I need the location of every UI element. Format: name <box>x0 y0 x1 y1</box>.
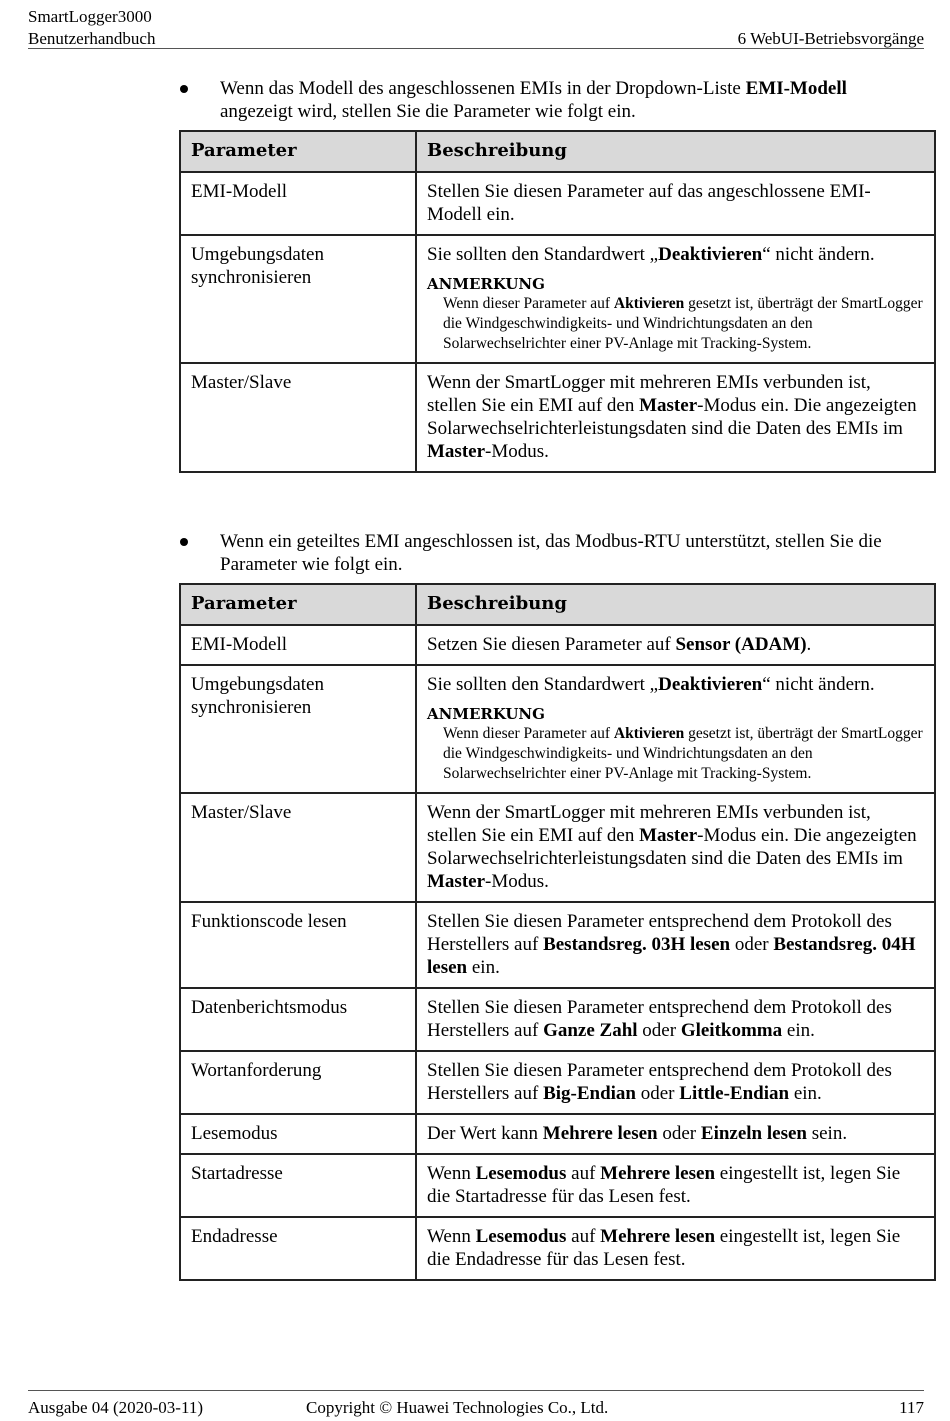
table-row <box>180 1051 935 1114</box>
parameter-cell: Master/Slave <box>180 793 416 902</box>
description-text: Stellen Sie diesen Parameter entsprechend dem Protokoll des Herstellers auf Ganze Zahl oder Gleitkomma ein. <box>427 997 892 1041</box>
description-text: Setzen Sie diesen Parameter auf Sensor (ADAM). <box>427 634 812 655</box>
parameter-cell: Umgebungsdaten synchronisieren <box>180 665 416 793</box>
header-manual: Benutzerhandbuch <box>28 29 156 48</box>
description-cell <box>416 1051 935 1114</box>
table-row <box>180 172 935 235</box>
footer-copyright: Copyright © Huawei Technologies Co., Ltd. <box>306 1398 609 1417</box>
table-row <box>180 1217 935 1280</box>
bold-text: Sensor (ADAM) <box>675 634 807 655</box>
description-text: Stellen Sie diesen Parameter entsprechend dem Protokoll des Herstellers auf Bestandsreg. 03H lesen oder Bestandsreg. 04H lesen ein. <box>427 911 916 978</box>
description-cell <box>416 1154 935 1217</box>
description-text: Wenn der SmartLogger mit mehreren EMIs verbunden ist, stellen Sie ein EMI auf den Master-Modus ein. Die angezeigten Solarwechselrichterleistungsdaten sind die Daten des EMIs im Master-Modus. <box>427 372 917 462</box>
table-row <box>180 1114 935 1154</box>
description-cell <box>416 235 935 363</box>
description-text: Sie sollten den Standardwert „Deaktivieren“ nicht ändern. <box>427 244 875 265</box>
description-cell <box>416 1217 935 1280</box>
description-text: Wenn Lesemodus auf Mehrere lesen eingestellt ist, legen Sie die Startadresse für das Lesen fest. <box>427 1163 901 1207</box>
description-text: Stellen Sie diesen Parameter auf das angeschlossene EMI-Modell ein. <box>427 181 871 225</box>
bold-text: Aktivieren <box>613 295 685 312</box>
column-header-description: Beschreibung <box>416 131 935 172</box>
description-cell <box>416 902 935 988</box>
page-header <box>28 6 924 49</box>
column-header-description: Beschreibung <box>416 584 935 625</box>
param-table-1 <box>179 130 936 473</box>
bold-text: Deaktivieren <box>658 674 763 695</box>
description-text: Stellen Sie diesen Parameter entsprechend dem Protokoll des Herstellers auf Big-Endian oder Little-Endian ein. <box>427 1060 892 1104</box>
table-row <box>180 793 935 902</box>
parameter-cell: Funktionscode lesen <box>180 902 416 988</box>
parameter-cell: Lesemodus <box>180 1114 416 1154</box>
bold-text: Aktivieren <box>613 725 685 742</box>
parameter-cell: Master/Slave <box>180 363 416 472</box>
description-cell <box>416 625 935 665</box>
bullet-text-1: Wenn das Modell des angeschlossenen EMIs in der Dropdown-Liste EMI-Modell angezeigt wird, stellen Sie die Parameter wie folgt ein. <box>220 78 847 122</box>
bold-text: Bestandsreg. 03H lesen <box>543 934 731 955</box>
bold-text: Mehrere lesen <box>542 1123 658 1144</box>
parameter-cell: Datenberichtsmodus <box>180 988 416 1051</box>
bold-text: Master <box>427 871 486 892</box>
table-row <box>180 902 935 988</box>
description-cell <box>416 988 935 1051</box>
bold-text: Master <box>427 441 486 462</box>
description-text: Der Wert kann Mehrere lesen oder Einzeln lesen sein. <box>427 1123 848 1144</box>
description-cell <box>416 793 935 902</box>
bold-text: Mehrere lesen <box>600 1226 716 1247</box>
header-product: SmartLogger3000 <box>28 7 152 26</box>
bold-text: Einzeln lesen <box>700 1123 807 1144</box>
description-cell <box>416 1114 935 1154</box>
bold-text: Big-Endian <box>543 1083 636 1104</box>
header-chapter: 6 WebUI-Betriebsvorgänge <box>737 29 924 48</box>
note-title: ANMERKUNG <box>427 275 545 293</box>
table-header-row <box>180 131 935 172</box>
table-row <box>180 1154 935 1217</box>
description-cell <box>416 363 935 472</box>
bullet-item-1 <box>180 77 920 123</box>
column-header-parameter: Parameter <box>180 131 416 172</box>
note-body: Wenn dieser Parameter auf Aktivieren gesetzt ist, überträgt der SmartLogger die Windgeschwindigkeits- und Windrichtungsdaten an den Solarwechselrichter einer PV-Anlage mit Tracking-System. <box>443 295 923 352</box>
page-footer <box>28 1390 924 1421</box>
bold-text: Mehrere lesen <box>600 1163 716 1184</box>
description-text: Sie sollten den Standardwert „Deaktivieren“ nicht ändern. <box>427 674 875 695</box>
parameter-cell: EMI-Modell <box>180 172 416 235</box>
bold-text: Gleitkomma <box>680 1020 783 1041</box>
table-row <box>180 625 935 665</box>
note-title: ANMERKUNG <box>427 705 545 723</box>
bold-text: Lesemodus <box>475 1226 567 1247</box>
bold-text: Bestandsreg. 04H lesen <box>427 934 916 978</box>
bullet-dot-icon <box>180 538 188 546</box>
header-left <box>28 6 155 50</box>
note-body: Wenn dieser Parameter auf Aktivieren gesetzt ist, überträgt der SmartLogger die Windgeschwindigkeits- und Windrichtungsdaten an den Solarwechselrichter einer PV-Anlage mit Tracking-System. <box>443 725 923 782</box>
bold-text: EMI-Modell <box>745 78 847 99</box>
table-row <box>180 235 935 363</box>
table-row <box>180 363 935 472</box>
table-header-row <box>180 584 935 625</box>
bold-text: Ganze Zahl <box>543 1020 638 1041</box>
table-row <box>180 988 935 1051</box>
description-cell <box>416 172 935 235</box>
parameter-cell: EMI-Modell <box>180 625 416 665</box>
bullet-dot-icon <box>180 85 188 93</box>
bullet-text-2: Wenn ein geteiltes EMI angeschlossen ist, das Modbus-RTU unterstützt, stellen Sie die Parameter wie folgt ein. <box>220 531 882 575</box>
bold-text: Deaktivieren <box>658 244 763 265</box>
parameter-cell: Wortanforderung <box>180 1051 416 1114</box>
footer-issue: Ausgabe 04 (2020-03-11) <box>28 1398 203 1417</box>
bold-text: Master <box>639 825 698 846</box>
footer-page-number: 117 <box>899 1398 924 1417</box>
table-row <box>180 665 935 793</box>
description-text: Wenn der SmartLogger mit mehreren EMIs verbunden ist, stellen Sie ein EMI auf den Master-Modus ein. Die angezeigten Solarwechselrichterleistungsdaten sind die Daten des EMIs im Master-Modus. <box>427 802 917 892</box>
parameter-cell: Endadresse <box>180 1217 416 1280</box>
param-table-2 <box>179 583 936 1281</box>
bold-text: Lesemodus <box>475 1163 567 1184</box>
description-cell <box>416 665 935 793</box>
column-header-parameter: Parameter <box>180 584 416 625</box>
bullet-item-2 <box>180 530 920 576</box>
parameter-cell: Umgebungsdaten synchronisieren <box>180 235 416 363</box>
parameter-cell: Startadresse <box>180 1154 416 1217</box>
bold-text: Little-Endian <box>679 1083 790 1104</box>
description-text: Wenn Lesemodus auf Mehrere lesen eingestellt ist, legen Sie die Endadresse für das Lesen fest. <box>427 1226 901 1270</box>
bold-text: Master <box>639 395 698 416</box>
